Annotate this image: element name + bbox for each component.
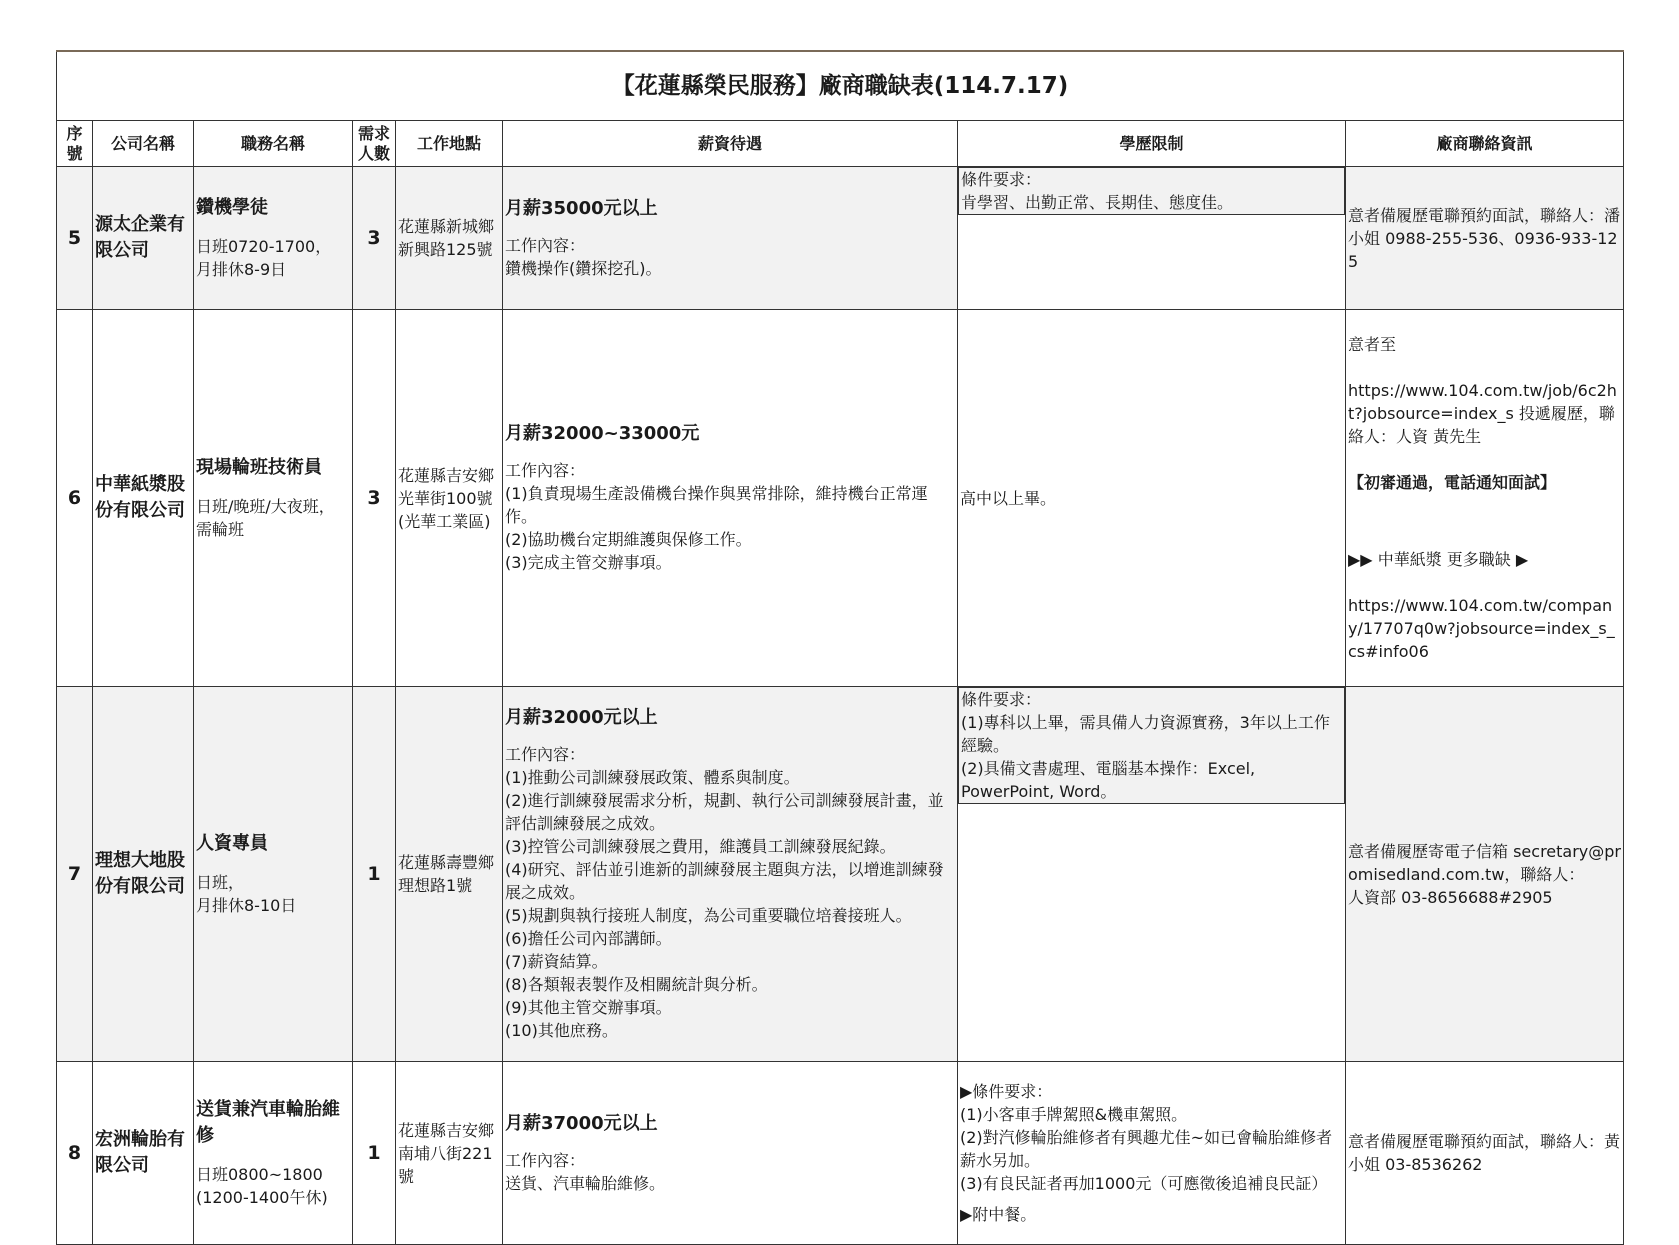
row-seq: 5	[57, 167, 93, 310]
job-title: 送貨兼汽車輪胎維修	[196, 1099, 340, 1146]
job-title: 人資專員	[196, 833, 268, 854]
table-row	[57, 1062, 1624, 1245]
table-row	[57, 167, 1624, 310]
row-education: 高中以上畢。	[958, 310, 1346, 687]
row-company: 宏洲輪胎有限公司	[93, 1062, 194, 1245]
contact-link-company[interactable]: https://www.104.com.tw/company/17707q0w?jobsource=index_s_cs#info06	[1348, 596, 1615, 661]
row-location: 花蓮縣吉安鄉南埔八街221號	[396, 1062, 503, 1245]
row-location: 花蓮縣壽豐鄉理想路1號	[396, 687, 503, 1062]
job-title: 現場輪班技術員	[196, 457, 322, 478]
row-company: 中華紙漿股份有限公司	[93, 310, 194, 687]
education-line: ▶附中餐。	[960, 1205, 1037, 1224]
page-title: 【花蓮縣榮民服務】廠商職缺表(114.7.17)	[57, 51, 1624, 121]
row-location: 花蓮縣新城鄉新興路125號	[396, 167, 503, 310]
row-company: 源太企業有限公司	[93, 167, 194, 310]
duties: 工作內容： 鑽機操作(鑽探挖孔)。	[505, 235, 662, 278]
contact-note: 【初審通過，電話通知面試】	[1348, 473, 1557, 492]
header-location: 工作地點	[396, 121, 503, 167]
row-salary	[503, 687, 958, 1062]
row-education: 條件要求： (1)專科以上畢，需具備人力資源實務，3年以上工作經驗。 (2)具備文書處理、電腦基本操作：Excel, PowerPoint, Word。	[958, 687, 1345, 804]
row-count: 1	[353, 1062, 396, 1245]
row-job	[194, 687, 353, 1062]
salary-amount: 月薪32000元以上	[505, 707, 658, 728]
education-line: (1)小客車手牌駕照&機車駕照。	[960, 1105, 1188, 1124]
header-company: 公司名稱	[93, 121, 194, 167]
row-contact: 意者備履歷電聯預約面試，聯絡人：潘小姐 0988-255-536、0936-933-125	[1346, 167, 1624, 310]
salary-amount: 月薪35000元以上	[505, 197, 658, 219]
header-salary: 薪資待遇	[503, 121, 958, 167]
row-education	[958, 1062, 1346, 1245]
header-count: 需求 人數	[353, 121, 396, 167]
table-header-row	[57, 121, 1624, 167]
row-contact	[1346, 310, 1624, 687]
job-listing-sheet	[56, 50, 1623, 1245]
table-row	[57, 310, 1624, 687]
header-seq: 序 號	[57, 121, 93, 167]
row-count: 1	[353, 687, 396, 1062]
education-line: ▶條件要求：	[960, 1082, 1053, 1101]
header-contact: 廠商聯絡資訊	[1346, 121, 1624, 167]
job-shift: 日班0800~1800 (1200-1400午休)	[196, 1165, 328, 1207]
row-count: 3	[353, 167, 396, 310]
row-job	[194, 310, 353, 687]
contact-spacer	[1348, 517, 1621, 525]
row-count: 3	[353, 310, 396, 687]
job-shift: 日班0720-1700， 月排休8-9日	[196, 237, 332, 279]
job-shift: 日班/晚班/大夜班，需輪班	[196, 497, 335, 539]
salary-amount: 月薪32000~33000元	[505, 423, 700, 444]
row-salary	[503, 1062, 958, 1245]
row-seq: 6	[57, 310, 93, 687]
row-contact: 意者備履歷電聯預約面試，聯絡人：黃小姐 03-8536262	[1346, 1062, 1624, 1245]
education-line: (2)對汽修輪胎維修者有興趣尤佳~如已會輪胎維修者薪水另加。	[960, 1128, 1333, 1170]
row-job	[194, 167, 353, 310]
duties: 工作內容： (1)推動公司訓練發展政策、體系與制度。 (2)進行訓練發展需求分析，規劃、執行公司訓練發展計畫，並評估訓練發展之成效。 (3)控管公司訓練發展之費用，維護員工訓練發展紀錄。 (4)研究、評估並引進新的訓練發展主題與方法，以增進訓練發展之成效。 (5)規劃與執行接班人制度，為公司重要職位培養接班人。 (6)擔任公司內部講師。 (7)薪資結算。 (8)各類報表製作及相關統計與分析。 (9)其他主管交辦事項。 (10)其他庶務。	[505, 745, 944, 1040]
contact-more-jobs: ▶▶ 中華紙漿 更多職缺 ▶	[1348, 550, 1529, 569]
duties: 工作內容： (1)負責現場生產設備機台操作與異常排除，維持機台正常運作。 (2)協助機台定期維護與保修工作。 (3)完成主管交辦事項。	[505, 461, 928, 572]
job-table	[56, 50, 1624, 1245]
row-seq: 7	[57, 687, 93, 1062]
row-salary	[503, 310, 958, 687]
contact-line: 意者至	[1348, 335, 1397, 354]
row-education: 條件要求： 肯學習、出勤正常、長期佳、態度佳。	[958, 167, 1345, 215]
row-job	[194, 1062, 353, 1245]
row-contact: 意者備履歷寄電子信箱 secretary@promisedland.com.tw，聯絡人： 人資部 03-8656688#2905	[1346, 687, 1624, 1062]
header-education: 學歷限制	[958, 121, 1346, 167]
row-seq: 8	[57, 1062, 93, 1245]
table-row	[57, 687, 1624, 1062]
salary-amount: 月薪37000元以上	[505, 1112, 658, 1134]
row-company: 理想大地股份有限公司	[93, 687, 194, 1062]
job-shift: 日班， 月排休8-10日	[196, 873, 297, 915]
contact-link-job[interactable]: https://www.104.com.tw/job/6c2ht?jobsource=index_s 投遞履歷，聯絡人：人資 黃先生	[1348, 381, 1617, 446]
header-job: 職務名稱	[194, 121, 353, 167]
row-salary	[503, 167, 958, 310]
education-line: (3)有良民証者再加1000元（可應徵後追補良民証）	[960, 1174, 1328, 1193]
duties: 工作內容： 送貨、汽車輪胎維修。	[505, 1150, 666, 1193]
row-location: 花蓮縣吉安鄉光華街100號(光華工業區)	[396, 310, 503, 687]
job-title: 鑽機學徒	[196, 197, 268, 218]
education-spacer	[960, 1195, 1343, 1203]
